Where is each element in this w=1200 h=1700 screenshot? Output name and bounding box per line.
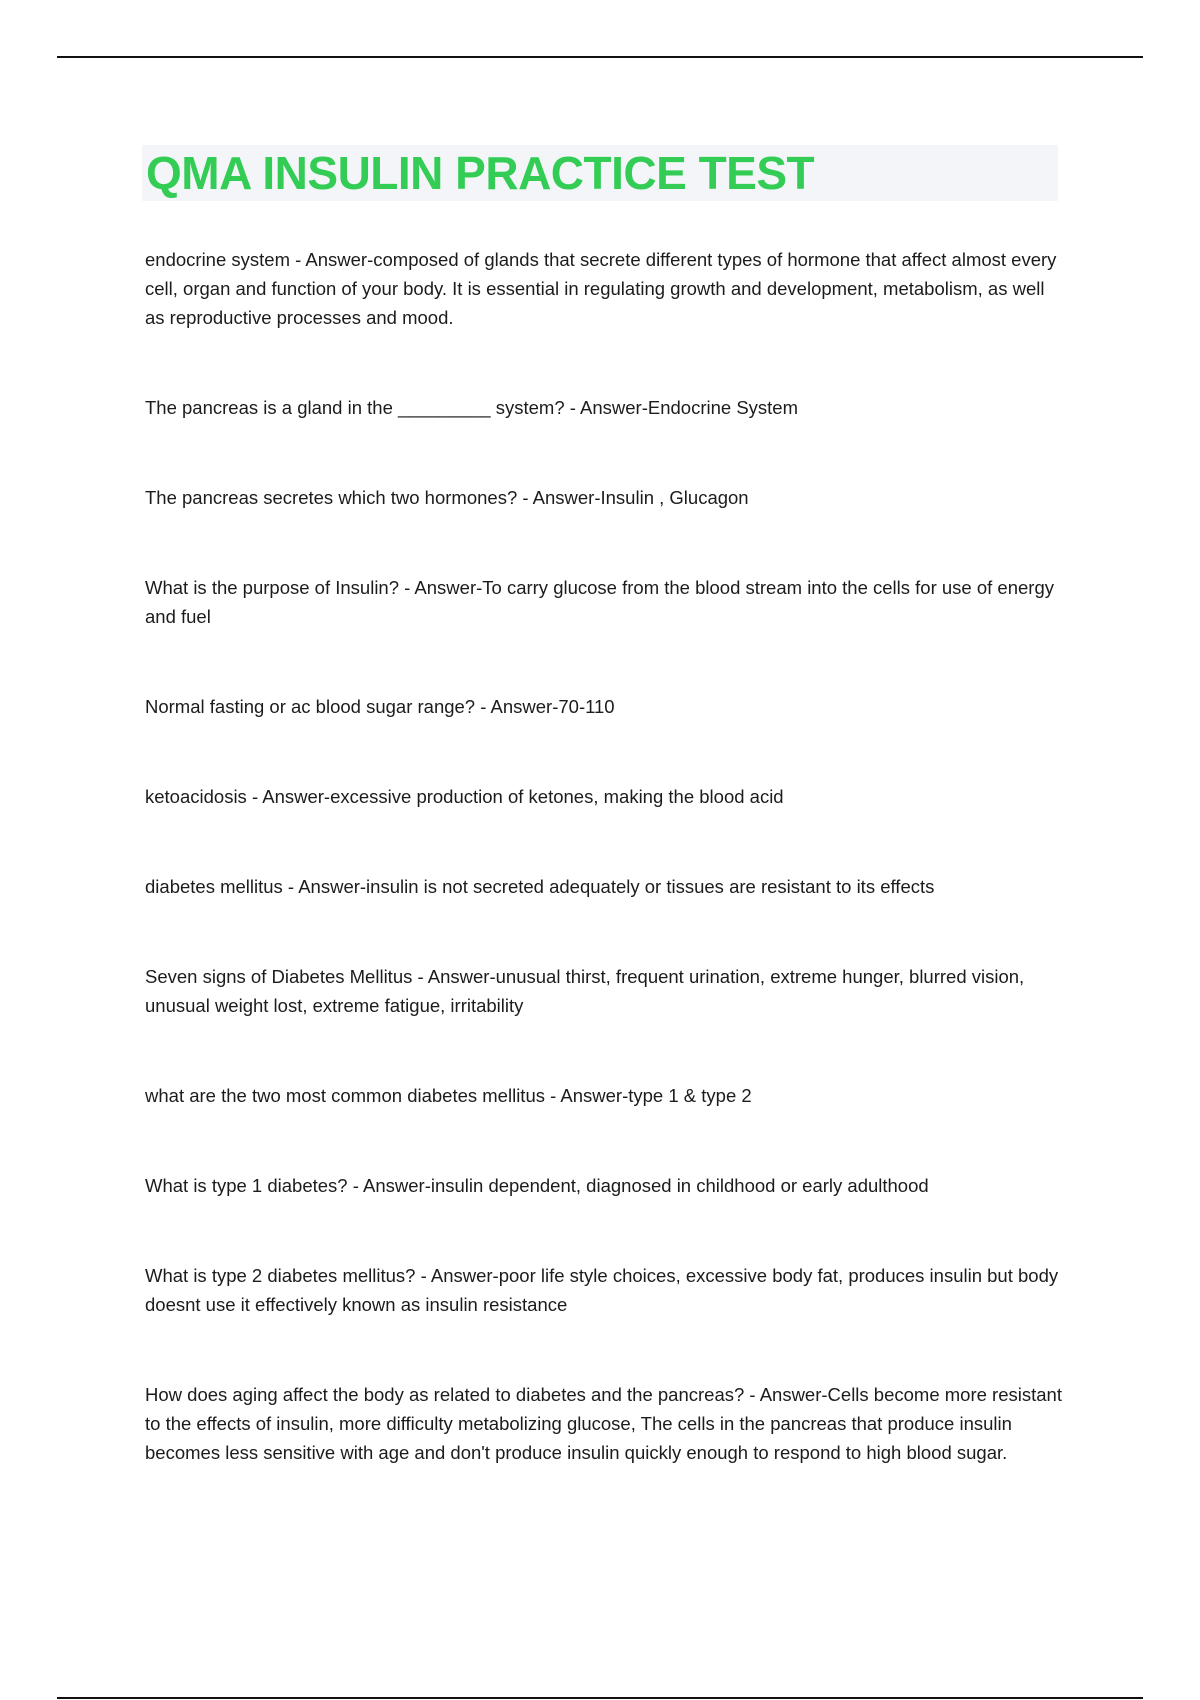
qa-list bbox=[145, 245, 1065, 1528]
qa-entry: The pancreas is a gland in the _________ system? - Answer-Endocrine System bbox=[145, 397, 799, 418]
qa-entry: Normal fasting or ac blood sugar range? - Answer-70-110 bbox=[145, 696, 615, 717]
qa-entry: Seven signs of Diabetes Mellitus - Answer-unusual thirst, frequent urination, extreme hunger, blurred vision, unusual weight lost, extreme fatigue, irritability bbox=[145, 966, 1025, 1016]
qa-entry: endocrine system - Answer-composed of glands that secrete different types of hormone that affect almost every cell, organ and function of your body. It is essential in regulating growth and development, metabolism, as well as reproductive processes and mood. bbox=[145, 249, 1057, 328]
qa-entry: How does aging affect the body as related to diabetes and the pancreas? - Answer-Cells become more resistant to the effects of insulin, more difficulty metabolizing glucose, The cells in the pancreas that produce insulin becomes less sensitive with age and don't produce insulin quickly enough to respond to high blood sugar. bbox=[145, 1384, 1062, 1463]
footer-rule bbox=[57, 1697, 1143, 1699]
qa-entry: diabetes mellitus - Answer-insulin is not secreted adequately or tissues are resistant to its effects bbox=[145, 876, 935, 897]
qa-entry: what are the two most common diabetes mellitus - Answer-type 1 & type 2 bbox=[145, 1085, 752, 1106]
header-rule bbox=[57, 56, 1143, 58]
page-title: QMA INSULIN PRACTICE TEST bbox=[146, 147, 815, 199]
qa-entry: What is type 2 diabetes mellitus? - Answer-poor life style choices, excessive body fat, produces insulin but body doesnt use it effectively known as insulin resistance bbox=[145, 1265, 1059, 1315]
qa-entry: What is type 1 diabetes? - Answer-insulin dependent, diagnosed in childhood or early adulthood bbox=[145, 1175, 929, 1196]
qa-entry: ketoacidosis - Answer-excessive production of ketones, making the blood acid bbox=[145, 786, 784, 807]
qa-entry: The pancreas secretes which two hormones? - Answer-Insulin , Glucagon bbox=[145, 487, 749, 508]
qa-entry: What is the purpose of Insulin? - Answer-To carry glucose from the blood stream into the cells for use of energy and fuel bbox=[145, 577, 1054, 627]
